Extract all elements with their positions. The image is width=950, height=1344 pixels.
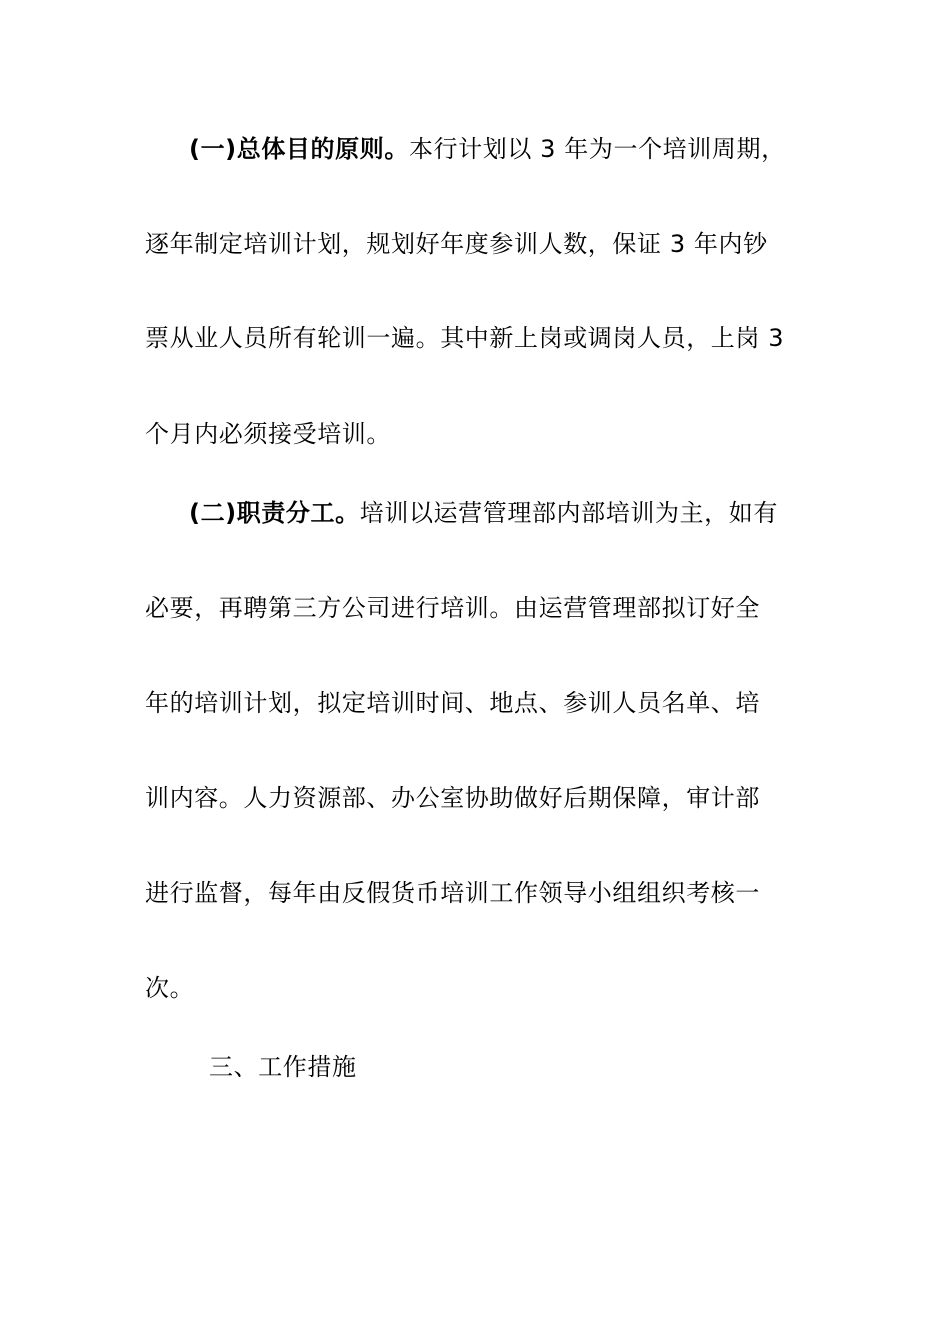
paragraph-2-line-6: 次。 <box>145 974 195 1002</box>
paragraph-1-lead: (一)总体目的原则。 <box>189 135 409 163</box>
paragraph-2-lead: (二)职责分工。 <box>189 499 360 527</box>
paragraph-1-line-1-text: 本行计划以 3 年为一个培训周期， <box>408 135 786 163</box>
paragraph-2-line-1-text: 培训以运营管理部内部培训为主，如有 <box>359 499 778 527</box>
paragraph-2-line-4: 训内容。人力资源部、办公室协助做好后期保障，审计部 <box>145 784 760 812</box>
paragraph-1-line-3: 票从业人员所有轮训一遍。其中新上岗或调岗人员，上岗 3 <box>145 324 785 352</box>
paragraph-2-line-5: 进行监督，每年由反假货币培训工作领导小组组织考核一 <box>145 879 760 907</box>
paragraph-2-line-2: 必要，再聘第三方公司进行培训。由运营管理部拟订好全 <box>145 594 760 622</box>
paragraph-1-line-2: 逐年制定培训计划，规划好年度参训人数，保证 3 年内钞 <box>145 230 768 258</box>
paragraph-1-line-4: 个月内必须接受培训。 <box>145 420 391 448</box>
paragraph-2-line-1 <box>189 497 778 529</box>
paragraph-2-line-3: 年的培训计划，拟定培训时间、地点、参训人员名单、培 <box>145 689 760 717</box>
section-heading: 三、工作措施 <box>209 1053 357 1081</box>
paragraph-1-line-1 <box>189 133 786 165</box>
